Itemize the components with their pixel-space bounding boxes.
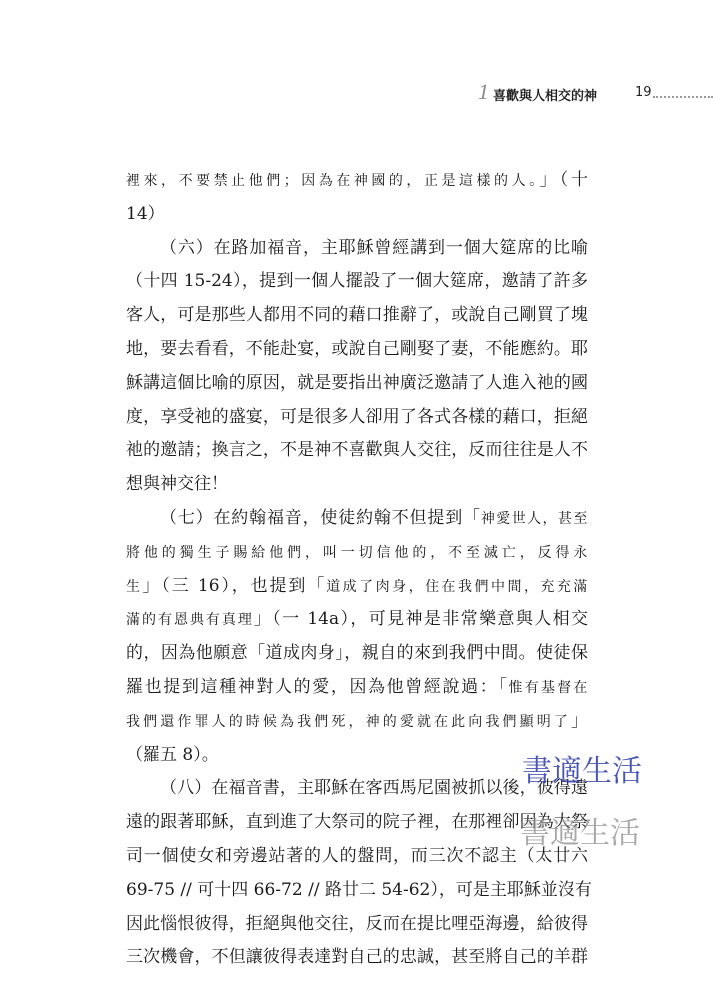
text-line bbox=[126, 571, 588, 601]
text-line bbox=[160, 233, 588, 263]
text-line bbox=[126, 165, 588, 195]
text-segment: 地，要去看看，不能赴宴，或說自己剛娶了妻，不能應約。耶 bbox=[126, 339, 588, 359]
text-line bbox=[126, 368, 588, 398]
text-segment: （六）在路加福音，主耶穌曾經講到一個大筵席的比喻 bbox=[160, 237, 588, 258]
text-segment: 的，因為他願意「道成肉身」，親自的來到我們中間。使徒保 bbox=[126, 643, 588, 664]
scripture-quote: 我們還作罪人的時候為我們死，神的愛就在此向我們顯明了 bbox=[126, 713, 571, 730]
text-line bbox=[126, 435, 588, 465]
text-line bbox=[126, 875, 592, 905]
page-number-dots bbox=[653, 87, 713, 98]
text-line bbox=[126, 266, 588, 296]
scripture-quote: 裡來，不要禁止他們；因為在神國的，正是這樣的人。 bbox=[126, 173, 540, 189]
text-line bbox=[126, 841, 588, 871]
text-line bbox=[126, 807, 588, 837]
page-number: 19 bbox=[635, 85, 652, 100]
text-segment: 三次機會，不但讓彼得表達對自己的忠誠，甚至將自己的羊群 bbox=[126, 947, 588, 968]
text-segment: 」（一 14a），可見神是非常樂意與人相交 bbox=[253, 609, 588, 630]
text-segment: 羅也提到這種神對人的愛，因為他曾經說過：「 bbox=[126, 677, 509, 697]
text-segment: 」（十 bbox=[539, 170, 588, 190]
text-segment: 69-75 // 可十四 66-72 // 路廿二 54-62），可是主耶穌並沒有 bbox=[126, 879, 592, 900]
text-line bbox=[126, 199, 165, 229]
chapter-title: 喜歡與人相交的神 bbox=[493, 89, 598, 104]
text-segment: 因此惱恨彼得，拒絕與他交往，反而在提比哩亞海邊，給彼得 bbox=[126, 913, 588, 934]
scripture-quote: 惟有基督在 bbox=[508, 680, 589, 696]
text-segment: （七）在約翰福音，使徒約翰不但提到「 bbox=[160, 508, 481, 528]
text-segment: 」（三 16），也提到「 bbox=[142, 575, 327, 596]
text-line bbox=[126, 909, 588, 939]
text-line bbox=[126, 537, 588, 567]
text-line bbox=[126, 638, 588, 668]
scripture-quote: 神愛世人，甚至 bbox=[480, 511, 589, 527]
text-segment: 客人，可是那些人都用不同的藉口推辭了，或說自己剛買了塊 bbox=[126, 305, 588, 326]
text-segment: 司一個使女和旁邊站著的人的盤問，而三次不認主（太廿六 bbox=[126, 846, 588, 866]
text-segment: （十四 15-24），提到一個人擺設了一個大筵席，邀請了許多 bbox=[126, 271, 588, 292]
text-line bbox=[126, 469, 228, 499]
text-line bbox=[126, 706, 588, 736]
watermark-blue: 書適生活 bbox=[522, 754, 642, 789]
text-segment: 」 bbox=[571, 710, 588, 731]
text-segment: 祂的邀請；換言之，不是神不喜歡與人交往，反而往往是人不 bbox=[126, 440, 588, 461]
text-line bbox=[126, 334, 588, 364]
scripture-quote: 道成了肉身，住在我們中間，充充滿 bbox=[326, 578, 588, 595]
text-line bbox=[126, 672, 588, 702]
running-header bbox=[470, 79, 713, 105]
watermark-gray: 書適生活 bbox=[520, 816, 640, 851]
text-segment: 度，享受祂的盛宴，可是很多人卻用了各式各樣的藉口，拒絕 bbox=[126, 406, 588, 427]
text-line bbox=[126, 942, 588, 972]
text-line bbox=[126, 300, 588, 330]
text-segment: 穌講這個比喻的原因，就是要指出神廣泛邀請了人進入祂的國 bbox=[126, 372, 588, 393]
text-line bbox=[126, 402, 588, 432]
text-segment: （羅五 8）。 bbox=[126, 744, 219, 765]
text-segment: （八）在福音書，主耶穌在客西馬尼園被抓以後，彼得遠 bbox=[160, 778, 588, 799]
text-segment: 想與神交往！ bbox=[126, 474, 228, 495]
scripture-quote: 生 bbox=[126, 578, 143, 595]
text-segment: 14） bbox=[126, 203, 165, 224]
text-line bbox=[126, 740, 219, 770]
text-line bbox=[126, 604, 588, 634]
text-line bbox=[160, 503, 588, 533]
text-segment: 遠的跟著耶穌，直到進了大祭司的院子裡，在那裡卻因為大祭 bbox=[126, 812, 588, 833]
scripture-quote: 滿的有恩典有真理 bbox=[126, 612, 254, 629]
chapter-number: 1 bbox=[478, 79, 489, 104]
scripture-quote: 將他的獨生子賜給他們，叫一切信他的，不至滅亡，反得永 bbox=[126, 544, 588, 561]
